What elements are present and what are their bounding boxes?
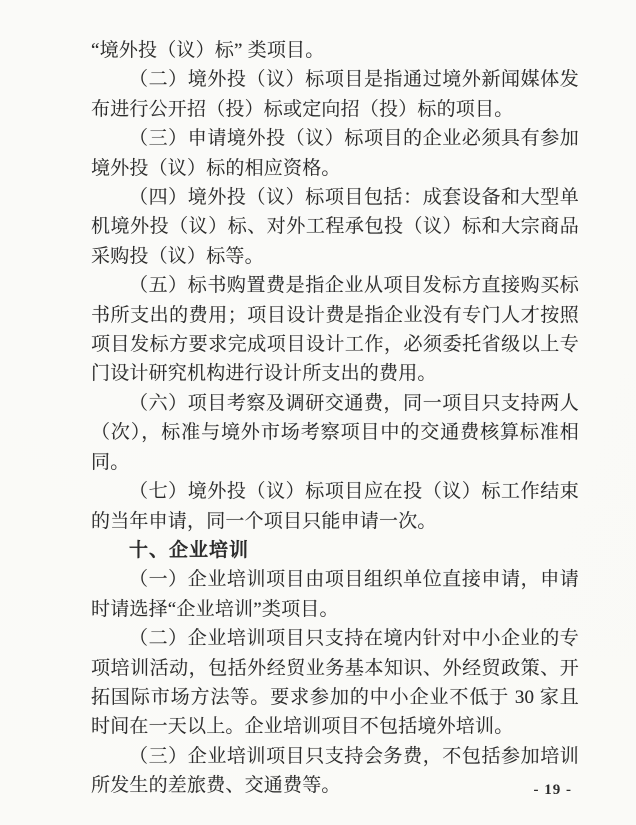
paragraph-clause-2: （二）境外投（议）标项目是指通过境外新闻媒体发布进行公开招（投）标或定向招（投）标的项目。	[91, 69, 579, 120]
paragraph-training-clause-1: （一）企业培训项目由项目组织单位直接申请，申请时请选择“企业培训”类项目。	[91, 569, 579, 620]
page-number: - 19 -	[533, 782, 572, 798]
paragraph-training-clause-2: （二）企业培训项目只支持在境内针对中小企业的专项培训活动，包括外经贸业务基本知识、外经贸政策、开拓国际市场方法等。要求参加的中小企业不低于 30 家且时间在一天以上。企业培训项目不包括境外培训。	[91, 628, 579, 738]
paragraph-clause-7: （七）境外投（议）标项目应在投（议）标工作结束的当年申请，同一个项目只能申请一次。	[91, 481, 579, 532]
paragraph-continuation: “境外投（议）标” 类项目。	[91, 40, 325, 61]
document-body	[91, 36, 579, 801]
paragraph-clause-4: （四）境外投（议）标项目包括：成套设备和大型单机境外投（议）标、对外工程承包投（议）标和大宗商品采购投（议）标等。	[91, 187, 579, 267]
section-heading-enterprise-training: 十、企业培训	[129, 539, 250, 561]
paragraph-training-clause-3: （三）企业培训项目只支持会务费，不包括参加培训所发生的差旅费、交通费等。	[91, 745, 579, 797]
paragraph-clause-3: （三）申请境外投（议）标项目的企业必须具有参加境外投（议）标的相应资格。	[91, 128, 579, 179]
paragraph-clause-6: （六）项目考察及调研交通费，同一项目只支持两人（次），标准与境外市场考察项目中的交通费核算标准相同。	[91, 392, 579, 473]
paragraph-clause-5: （五）标书购置费是指企业从项目发标方直接购买标书所支出的费用；项目设计费是指企业没有专门人才按照项目发标方要求完成项目设计工作，必须委托省级以上专门设计研究机构进行设计所支出的费用。	[91, 275, 579, 385]
